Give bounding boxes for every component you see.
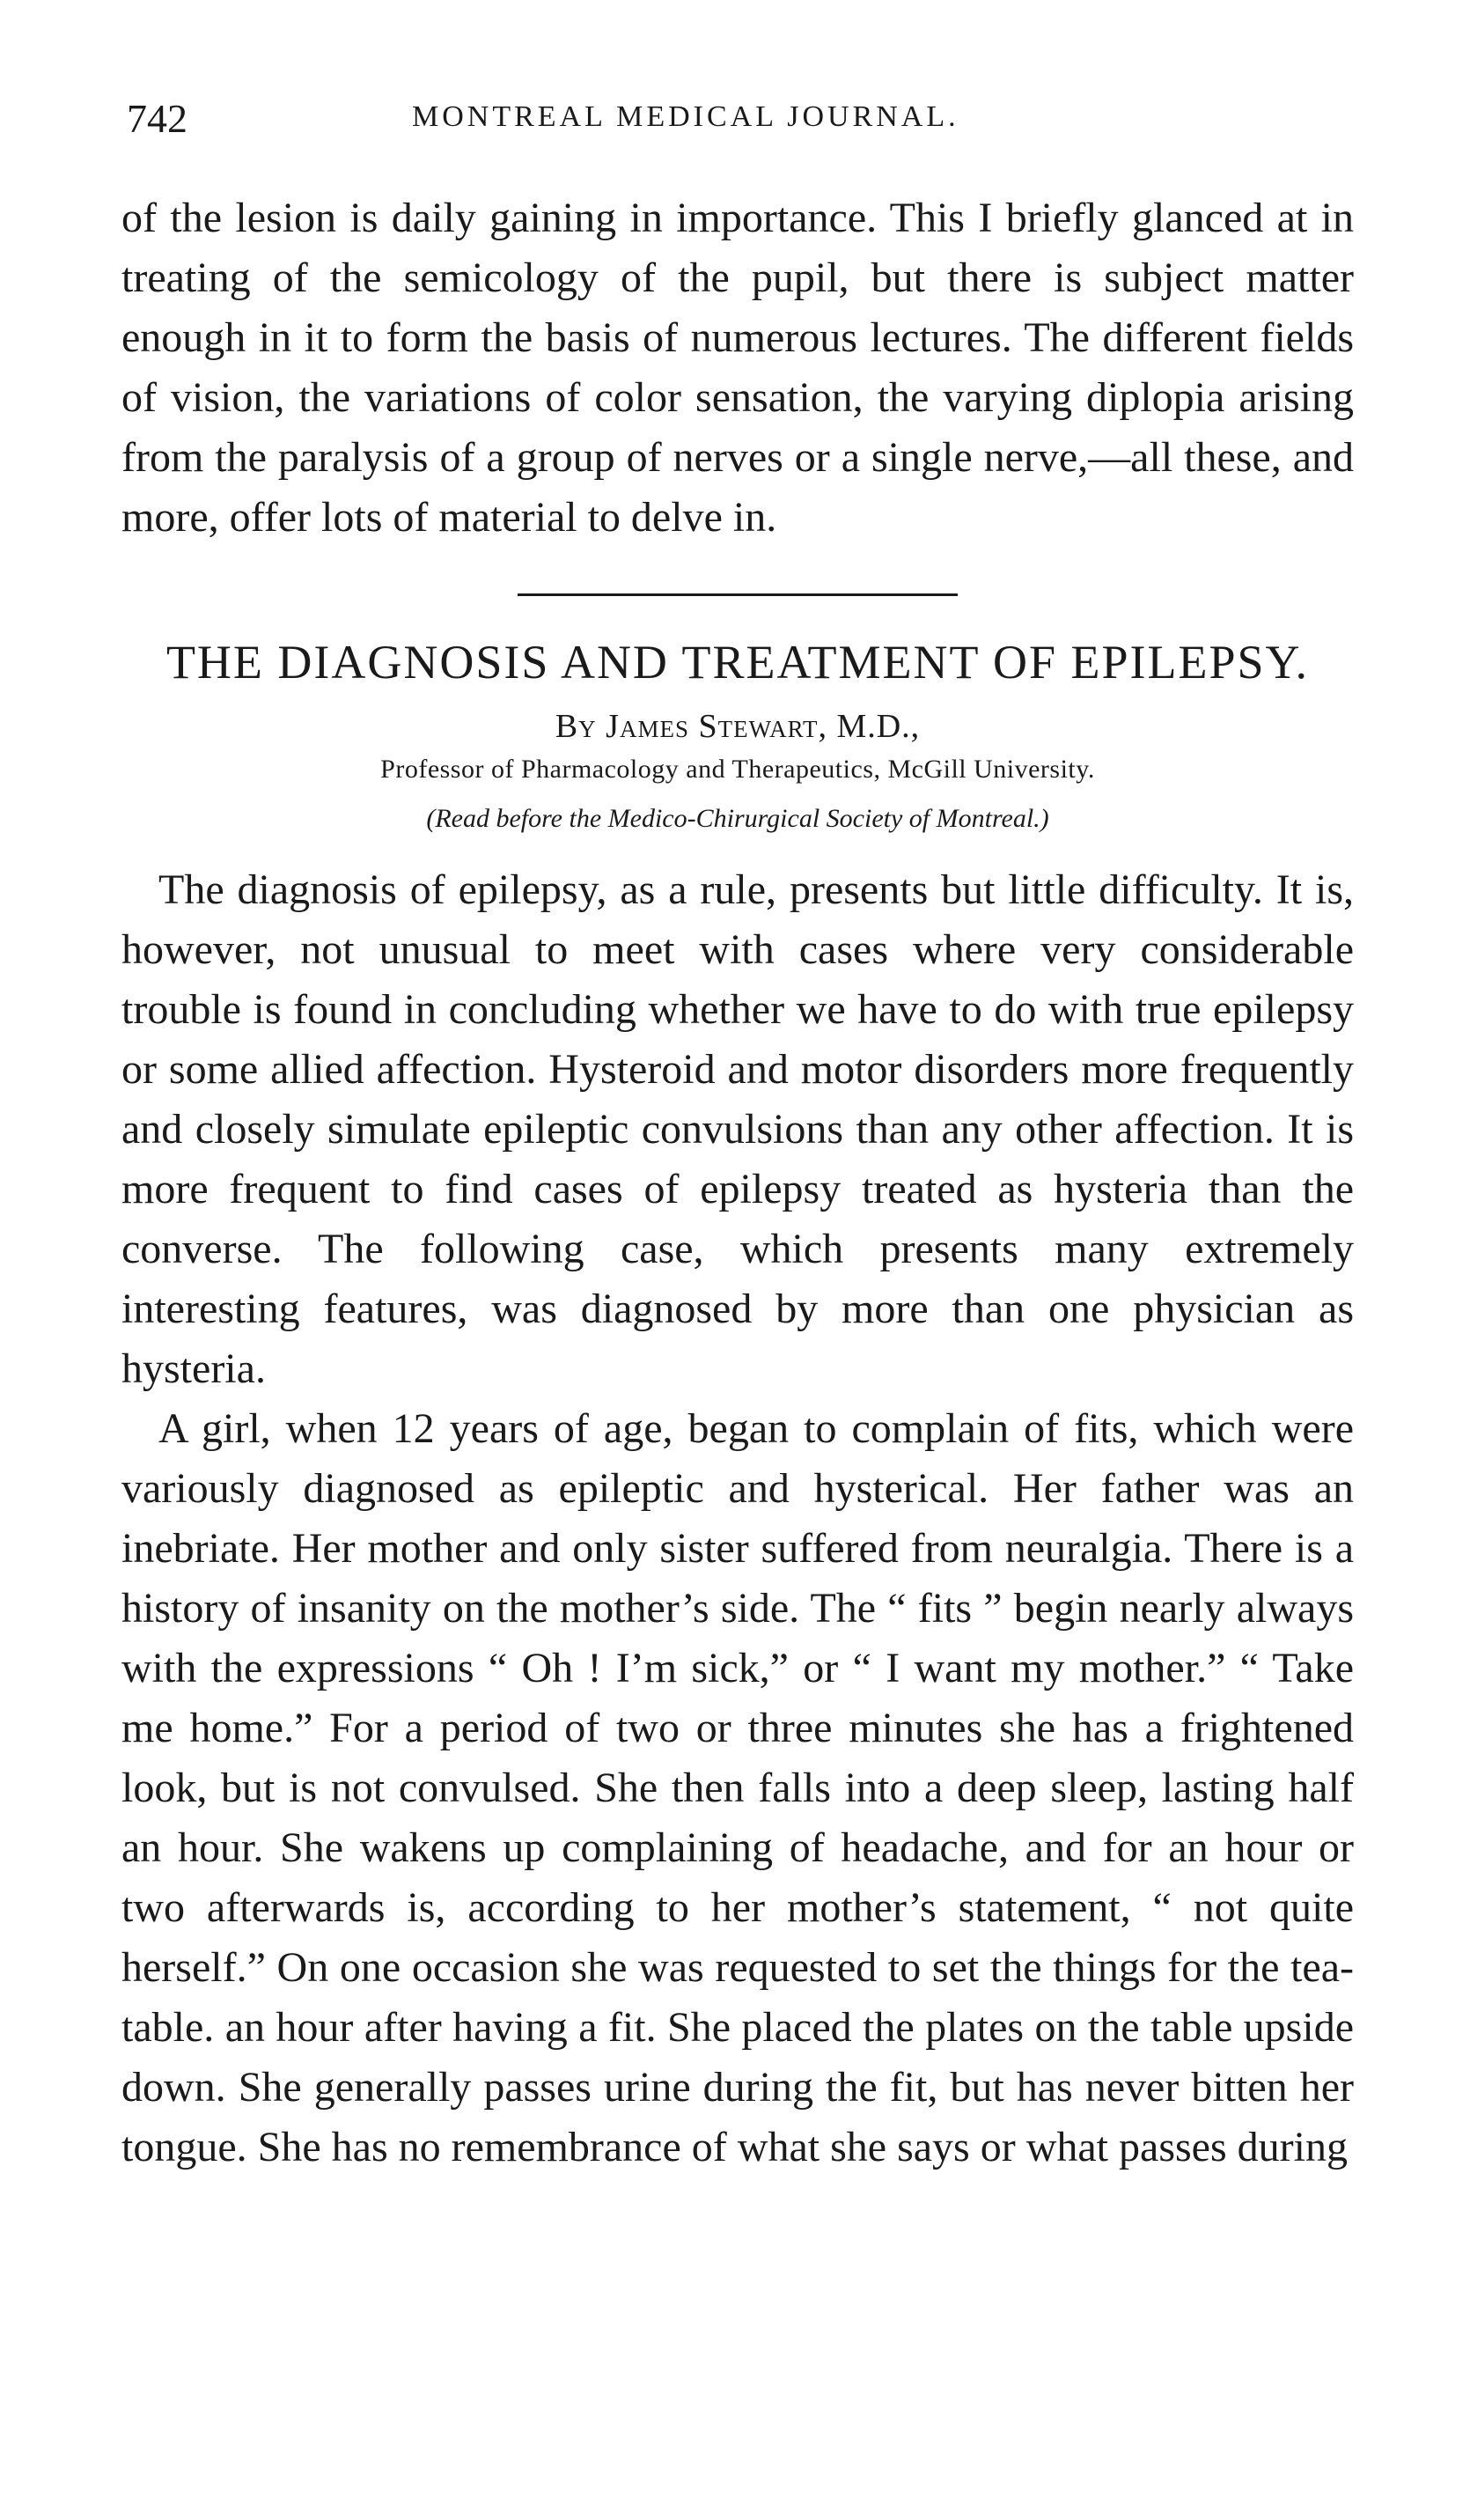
byline-prefix: By [555, 708, 597, 745]
section-divider [518, 593, 958, 596]
body-paragraph: A girl, when 12 years of age, began to complain of fits, which were variously diagnosed as epileptic and hysterical. Her father was an inebriate. Her mother and only sister suffered from neuralgia. There is a history of insanity on the mother’s side. The “ fits ” begin nearly always with the expressions “ Oh ! I’m sick,” or “ I want my mother.” “ Take me home.” For a period of two or three minutes she has a frightened look, but is not convulsed. She then falls into a deep sleep, lasting half an hour. She wakens up complaining of headache, and for an hour or two afterwards is, according to her mother’s statement, “ not quite herself.” On one occasion she was requested to set the things for the tea-table. an hour after having a fit. She placed the plates on the table upside down. She generally passes urine during the fit, but has never bitten her tongue. She has no remembrance of what she says or what passes during [121, 1405, 1354, 2170]
body-paragraph: The diagnosis of epilepsy, as a rule, presents but little difficulty. It is, however, not unusual to meet with cases where very considerable trouble is found in concluding whether we have to do with true epilepsy or some allied affection. Hysteroid and motor disorders more frequently and closely simulate epileptic convulsions than any other affection. It is more frequent to find cases of epilepsy treated as hysteria than the converse. The following case, which presents many extremely interesting features, was diagnosed by more than one physician as hysteria. [121, 866, 1354, 1392]
article-title: THE DIAGNOSIS AND TREATMENT OF EPILEPSY. [165, 636, 1310, 689]
author-affiliation: Professor of Pharmacology and Therapeutics, McGill University. [380, 755, 1095, 784]
byline [121, 707, 1354, 746]
running-head [121, 88, 1354, 150]
journal-title: MONTREAL MEDICAL JOURNAL. [412, 100, 959, 133]
author-name: James Stewart [606, 708, 819, 745]
read-note: (Read before the Medico-Chirurgical Society of Montreal.) [426, 804, 1049, 833]
author-credentials: , M.D., [818, 708, 921, 745]
page-number: 742 [127, 96, 187, 141]
intro-paragraph: of the lesion is daily gaining in importance. This I briefly glanced at in treating of the semicology of the pupil, but there is subject matter enough in it to form the basis of numerous lectures. The different fields of vision, the variations of color sensation, the varying diplopia arising from the paralysis of a group of nerves or a single nerve,—all these, and more, offer lots of material to delve in. [121, 195, 1354, 541]
journal-page [121, 88, 1354, 2177]
